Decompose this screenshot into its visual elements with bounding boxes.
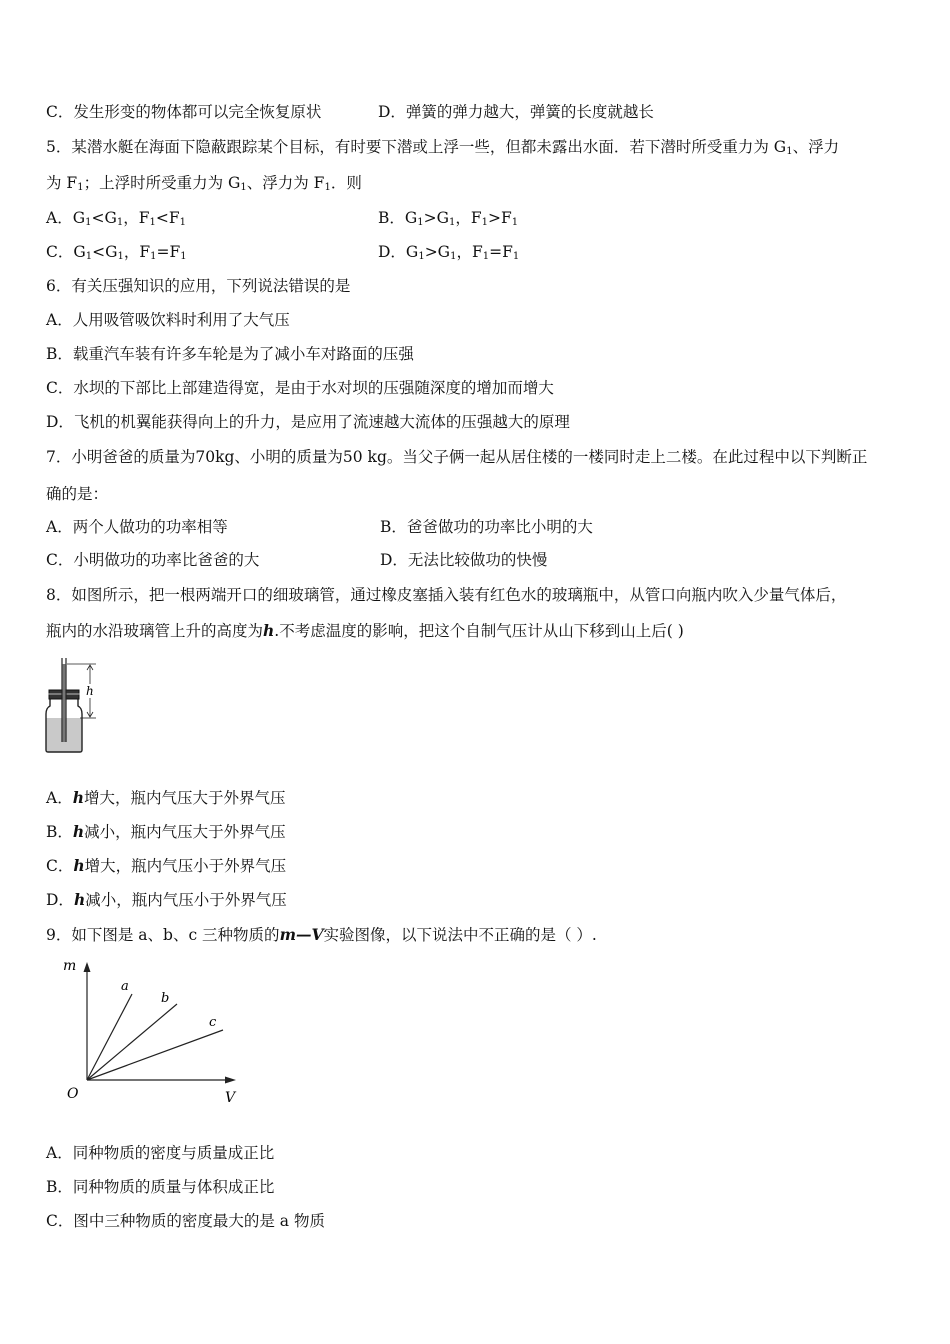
line-b — [87, 1004, 177, 1080]
q8-stem-line2: 瓶内的水沿玻璃管上升的高度为h.不考虑温度的影响，把这个自制气压计从山下移到山上后( ) — [46, 621, 684, 640]
q5-option-c: C．$G_1<G_1$，$F_1=F_1$ — [46, 243, 187, 262]
q8-stem-line1: 8．如图所示，把一根两端开口的细玻璃管，通过橡皮塞插入装有红色水的玻璃瓶中，从管口向瓶内吹入少量气体后， — [46, 586, 847, 604]
q5-stem-line1: 5．某潜水艇在海面下隐蔽跟踪某个目标，有时要下潜或上浮一些，但都未露出水面．若下潜时所受重力为 $G_1$、浮力 — [46, 138, 840, 157]
q9-option-c: C．图中三种物质的密度最大的是 a 物质 — [46, 1212, 325, 1230]
line-b-label: b — [161, 991, 170, 1006]
q8-option-c: C．h增大，瓶内气压小于外界气压 — [46, 856, 287, 875]
q9-option-b: B．同种物质的质量与体积成正比 — [46, 1178, 275, 1196]
x-axis-arrow — [225, 1077, 236, 1084]
q5-option-a: A．$G_1<G_1$，$F_1<F_1$ — [46, 209, 186, 228]
q7-option-a: A．两个人做功的功率相等 — [46, 518, 228, 536]
q7-stem-line2: 确的是： — [46, 485, 109, 503]
q7-stem-line1: 7．小明爸爸的质量为70kg、小明的质量为50 kg。当父子俩一起从居住楼的一楼同时走上二楼。在此过程中以下判断正 — [46, 448, 868, 466]
line-a — [87, 994, 132, 1080]
q6-stem: 6．有关压强知识的应用，下列说法错误的是 — [46, 277, 351, 295]
q9-stem: 9．如下图是 a、b、c 三种物质的m—V实验图像，以下说法中不正确的是（ ）. — [46, 925, 597, 944]
q6-option-d: D．飞机的机翼能获得向上的升力，是应用了流速越大流体的压强越大的原理 — [46, 413, 570, 431]
line-a-label: a — [121, 979, 129, 994]
barometer-figure — [40, 650, 110, 755]
q5-stem-line2: 为 $F_1$；上浮时所受重力为 $G_1$、浮力为 $F_1$．则 — [46, 174, 362, 193]
q8-option-b: B．h减小，瓶内气压大于外界气压 — [46, 822, 286, 841]
q8-option-d: D．h减小，瓶内气压小于外界气压 — [46, 890, 287, 909]
line-c — [87, 1030, 223, 1080]
q6-option-c: C．水坝的下部比上部建造得宽，是由于水对坝的压强随深度的增加而增大 — [46, 379, 554, 397]
q9-option-a: A．同种物质的密度与质量成正比 — [46, 1144, 275, 1162]
y-axis-arrow — [84, 962, 91, 972]
q8-option-a: A．h增大，瓶内气压大于外界气压 — [46, 788, 286, 807]
q7-option-d: D．无法比较做功的快慢 — [380, 551, 548, 569]
q4-option-d: D．弹簧的弹力越大，弹簧的长度就越长 — [378, 103, 654, 121]
line-c-label: c — [209, 1015, 217, 1030]
q5-option-d: D．$G_1>G_1$，$F_1=F_1$ — [378, 243, 520, 262]
x-axis-label: V — [225, 1090, 236, 1106]
q7-option-b: B．爸爸做功的功率比小明的大 — [380, 518, 593, 536]
q4-option-c: C．发生形变的物体都可以完全恢复原状 — [46, 103, 322, 121]
q5-option-b: B．$G_1>G_1$，$F_1>F_1$ — [378, 209, 519, 228]
barometer-h-label: h — [86, 684, 94, 698]
q6-option-a: A．人用吸管吸饮料时利用了大气压 — [46, 311, 290, 329]
q7-option-c: C．小明做功的功率比爸爸的大 — [46, 551, 260, 569]
origin-label: O — [67, 1086, 79, 1102]
m-v-graph — [55, 952, 255, 1110]
q6-option-b: B．载重汽车装有许多车轮是为了减小车对路面的压强 — [46, 345, 414, 363]
y-axis-label: m — [63, 958, 77, 974]
